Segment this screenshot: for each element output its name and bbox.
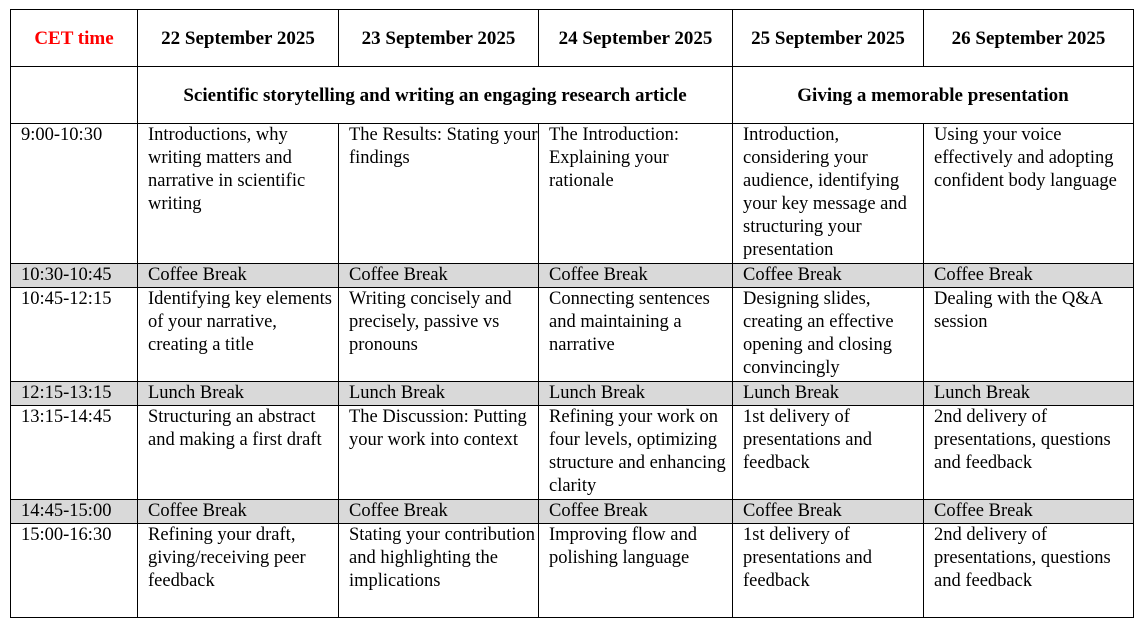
break-cell: Coffee Break bbox=[924, 264, 1134, 288]
session-cell: Structuring an abstract and making a first draft bbox=[138, 406, 339, 500]
break-cell: Coffee Break bbox=[733, 500, 924, 524]
session-row bbox=[11, 288, 1134, 382]
session-cell: Introduction, considering your audience, identifying your key message and structuring your presentation bbox=[733, 124, 924, 264]
time-cell: 12:15-13:15 bbox=[11, 382, 138, 406]
break-cell: Lunch Break bbox=[924, 382, 1134, 406]
presenting-topic: Giving a memorable presentation bbox=[733, 67, 1134, 124]
break-cell: Coffee Break bbox=[539, 500, 733, 524]
break-cell: Lunch Break bbox=[539, 382, 733, 406]
session-cell: 2nd delivery of presentations, questions and feedback bbox=[924, 406, 1134, 500]
time-cell: 10:30-10:45 bbox=[11, 264, 138, 288]
session-cell: The Results: Stating your findings bbox=[339, 124, 539, 264]
break-cell: Lunch Break bbox=[138, 382, 339, 406]
session-cell: Introductions, why writing matters and narrative in scientific writing bbox=[138, 124, 339, 264]
break-cell: Lunch Break bbox=[733, 382, 924, 406]
time-cell: 14:45-15:00 bbox=[11, 500, 138, 524]
writing-topic: Scientific storytelling and writing an engaging research article bbox=[138, 67, 733, 124]
session-cell: The Introduction: Explaining your rationale bbox=[539, 124, 733, 264]
break-cell: Coffee Break bbox=[138, 264, 339, 288]
break-cell: Coffee Break bbox=[339, 264, 539, 288]
time-cell: 15:00-16:30 bbox=[11, 524, 138, 618]
time-cell: 9:00-10:30 bbox=[11, 124, 138, 264]
session-cell: The Discussion: Putting your work into context bbox=[339, 406, 539, 500]
time-cell: 13:15-14:45 bbox=[11, 406, 138, 500]
break-row bbox=[11, 382, 1134, 406]
break-cell: Coffee Break bbox=[733, 264, 924, 288]
break-cell: Lunch Break bbox=[339, 382, 539, 406]
session-cell: Connecting sentences and maintaining a narrative bbox=[539, 288, 733, 382]
break-cell: Coffee Break bbox=[924, 500, 1134, 524]
break-cell: Coffee Break bbox=[138, 500, 339, 524]
session-cell: Stating your contribution and highlighting the implications bbox=[339, 524, 539, 618]
session-cell: Refining your draft, giving/receiving peer feedback bbox=[138, 524, 339, 618]
break-cell: Coffee Break bbox=[339, 500, 539, 524]
session-row bbox=[11, 524, 1134, 618]
day-header: 26 September 2025 bbox=[924, 10, 1134, 67]
schedule-table bbox=[10, 9, 1134, 618]
session-cell: Refining your work on four levels, optimizing structure and enhancing clarity bbox=[539, 406, 733, 500]
session-cell: 1st delivery of presentations and feedback bbox=[733, 524, 924, 618]
session-row bbox=[11, 406, 1134, 500]
day-header: 22 September 2025 bbox=[138, 10, 339, 67]
session-cell: Designing slides, creating an effective opening and closing convincingly bbox=[733, 288, 924, 382]
session-cell: 2nd delivery of presentations, questions and feedback bbox=[924, 524, 1134, 618]
session-cell: 1st delivery of presentations and feedback bbox=[733, 406, 924, 500]
empty-cell bbox=[11, 67, 138, 124]
day-header: 23 September 2025 bbox=[339, 10, 539, 67]
break-cell: Coffee Break bbox=[539, 264, 733, 288]
break-row bbox=[11, 264, 1134, 288]
session-cell: Dealing with the Q&A session bbox=[924, 288, 1134, 382]
day-header: 24 September 2025 bbox=[539, 10, 733, 67]
header-row bbox=[11, 10, 1134, 67]
break-row bbox=[11, 500, 1134, 524]
session-cell: Writing concisely and precisely, passive vs pronouns bbox=[339, 288, 539, 382]
day-header: 25 September 2025 bbox=[733, 10, 924, 67]
time-column-header: CET time bbox=[11, 10, 138, 67]
session-row bbox=[11, 124, 1134, 264]
session-cell: Identifying key elements of your narrative, creating a title bbox=[138, 288, 339, 382]
topic-row bbox=[11, 67, 1134, 124]
session-cell: Using your voice effectively and adopting confident body language bbox=[924, 124, 1134, 264]
session-cell: Improving flow and polishing language bbox=[539, 524, 733, 618]
time-cell: 10:45-12:15 bbox=[11, 288, 138, 382]
